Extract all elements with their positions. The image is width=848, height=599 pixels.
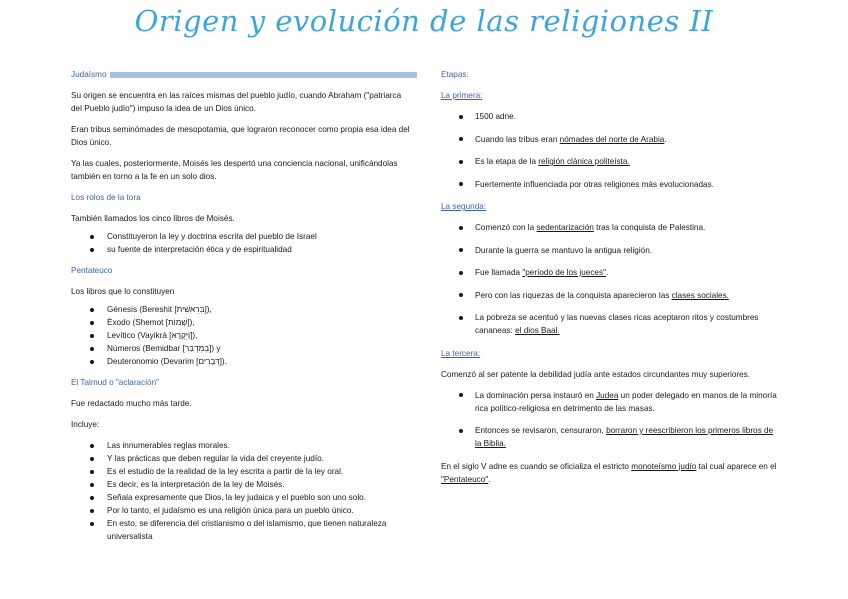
talmud-list (71, 439, 411, 543)
paragraph-moses: Ya las cuales, posteriormente, Moisés les despertó una conciencia nacional, unificándolas también en torno a la fe en un solo dios. (71, 159, 398, 181)
list-item: Entonces se revisaron, censuraron, borraron y reescribieron los primeros libros de la Biblia. (441, 424, 781, 450)
paragraph-origin: Su origen se encuentra en las raíces mismas del pueblo judío, cuando Abraham ("patriarca del Pueblo judío") impuso la idea de un Dios único. (71, 91, 402, 113)
list-item: Fuertemente influenciada por otras religiones más evolucionadas. (441, 178, 781, 191)
rolos-heading: Los rolos de la tora (71, 193, 141, 202)
tercera-heading: La tercera: (441, 348, 481, 358)
list-item: su fuente de interpretación ética y de espiritualidad (71, 243, 411, 256)
list-item: Es el estudio de la realidad de la ley escrita a partir de la ley oral. (71, 465, 411, 478)
pentateuco-text: Los libros que lo constituyen (71, 287, 175, 296)
segunda-heading: La segunda: (441, 202, 487, 211)
list-item: Y las prácticas que deben regular la vida del creyente judío. (71, 452, 411, 465)
list-item: Es la etapa de la religión clánica politeísta. (441, 155, 781, 168)
page-title: Origen y evolución de las religiones II (134, 4, 714, 38)
list-item: Génesis (Bereshit [בְּרֵאשִׁית]), (71, 303, 411, 316)
list-item: 1500 adne. (441, 110, 781, 123)
rolos-text: También llamados los cinco libros de Moisés. (71, 214, 235, 223)
list-item: En esto, se diferencia del cristianismo o del islamismo, que tienen naturaleza universalista (71, 517, 411, 543)
tercera-text: Comenzó al ser patente la debilidad judía ante estados circundantes muy superiores. (441, 369, 751, 379)
judaismo-heading: Judaísmo (71, 70, 107, 79)
list-item: Levítico (Vayikrá [וַיִּקְרָא]), (71, 329, 411, 342)
list-item: Por lo tanto, el judaísmo es una religión única para un pueblo único. (71, 504, 411, 517)
talmud-heading: El Talmud o "aclaración" (71, 378, 160, 387)
left-column (71, 60, 411, 543)
list-item: Éxodo (Shemot [שְׁמוֹת]), (71, 316, 411, 329)
list-item: Fue llamada "período de los jueces". (441, 266, 781, 279)
list-item: Constituyeron la ley y doctrina escrita del pueblo de Israel (71, 230, 411, 243)
etapas-heading: Etapas: (441, 70, 469, 79)
segunda-list (441, 221, 781, 337)
pentateuco-list (71, 303, 411, 368)
list-item: Durante la guerra se mantuvo la antigua religión. (441, 244, 781, 257)
final-paragraph: En el siglo V adne es cuando se oficializa el estricto monoteísmo judío tal cual aparece en el "Pentateuco". (441, 461, 777, 484)
list-item: Comenzó con la sedentarización tras la conquista de Palestina. (441, 221, 781, 234)
list-item: Señala expresamente que Dios, la ley judaica y el pueblo son uno solo. (71, 491, 411, 504)
paragraph-tribes: Eran tribus seminómades de mesopotamia, que lograron reconocer como propia esa idea del Dios único. (71, 125, 410, 147)
list-item: La dominación persa instauró en Judea un poder delegado en manos de la minoría rica político-religiosa en detrimento de las masas. (441, 389, 781, 415)
list-item: Las innumerables reglas morales. (71, 439, 411, 452)
primera-heading: La primera: (441, 91, 483, 100)
pentateuco-heading: Pentateuco (71, 266, 113, 275)
talmud-text-2: Incluye: (71, 420, 100, 429)
rolos-list (71, 230, 411, 256)
list-item: Números (Bemidbar [בְּמִדְבַּר]) y (71, 342, 411, 355)
talmud-text-1: Fue redactado mucho más tarde. (71, 399, 192, 408)
list-item: Cuando las tribus eran nómades del norte de Arabia. (441, 133, 781, 146)
right-column (441, 60, 781, 486)
tercera-list (441, 389, 781, 451)
list-item: Es decir, es la interpretación de la ley de Moisés. (71, 478, 411, 491)
list-item: Pero con las riquezas de la conquista aparecieron las clases sociales. (441, 289, 781, 302)
list-item: Deuteronomio (Devarim [דְּבָרִים]). (71, 355, 411, 368)
primera-list (441, 110, 781, 191)
list-item: La pobreza se acentuó y las nuevas clases ricas aceptaron ritos y costumbres cananeas: el dios Baal. (441, 311, 781, 337)
